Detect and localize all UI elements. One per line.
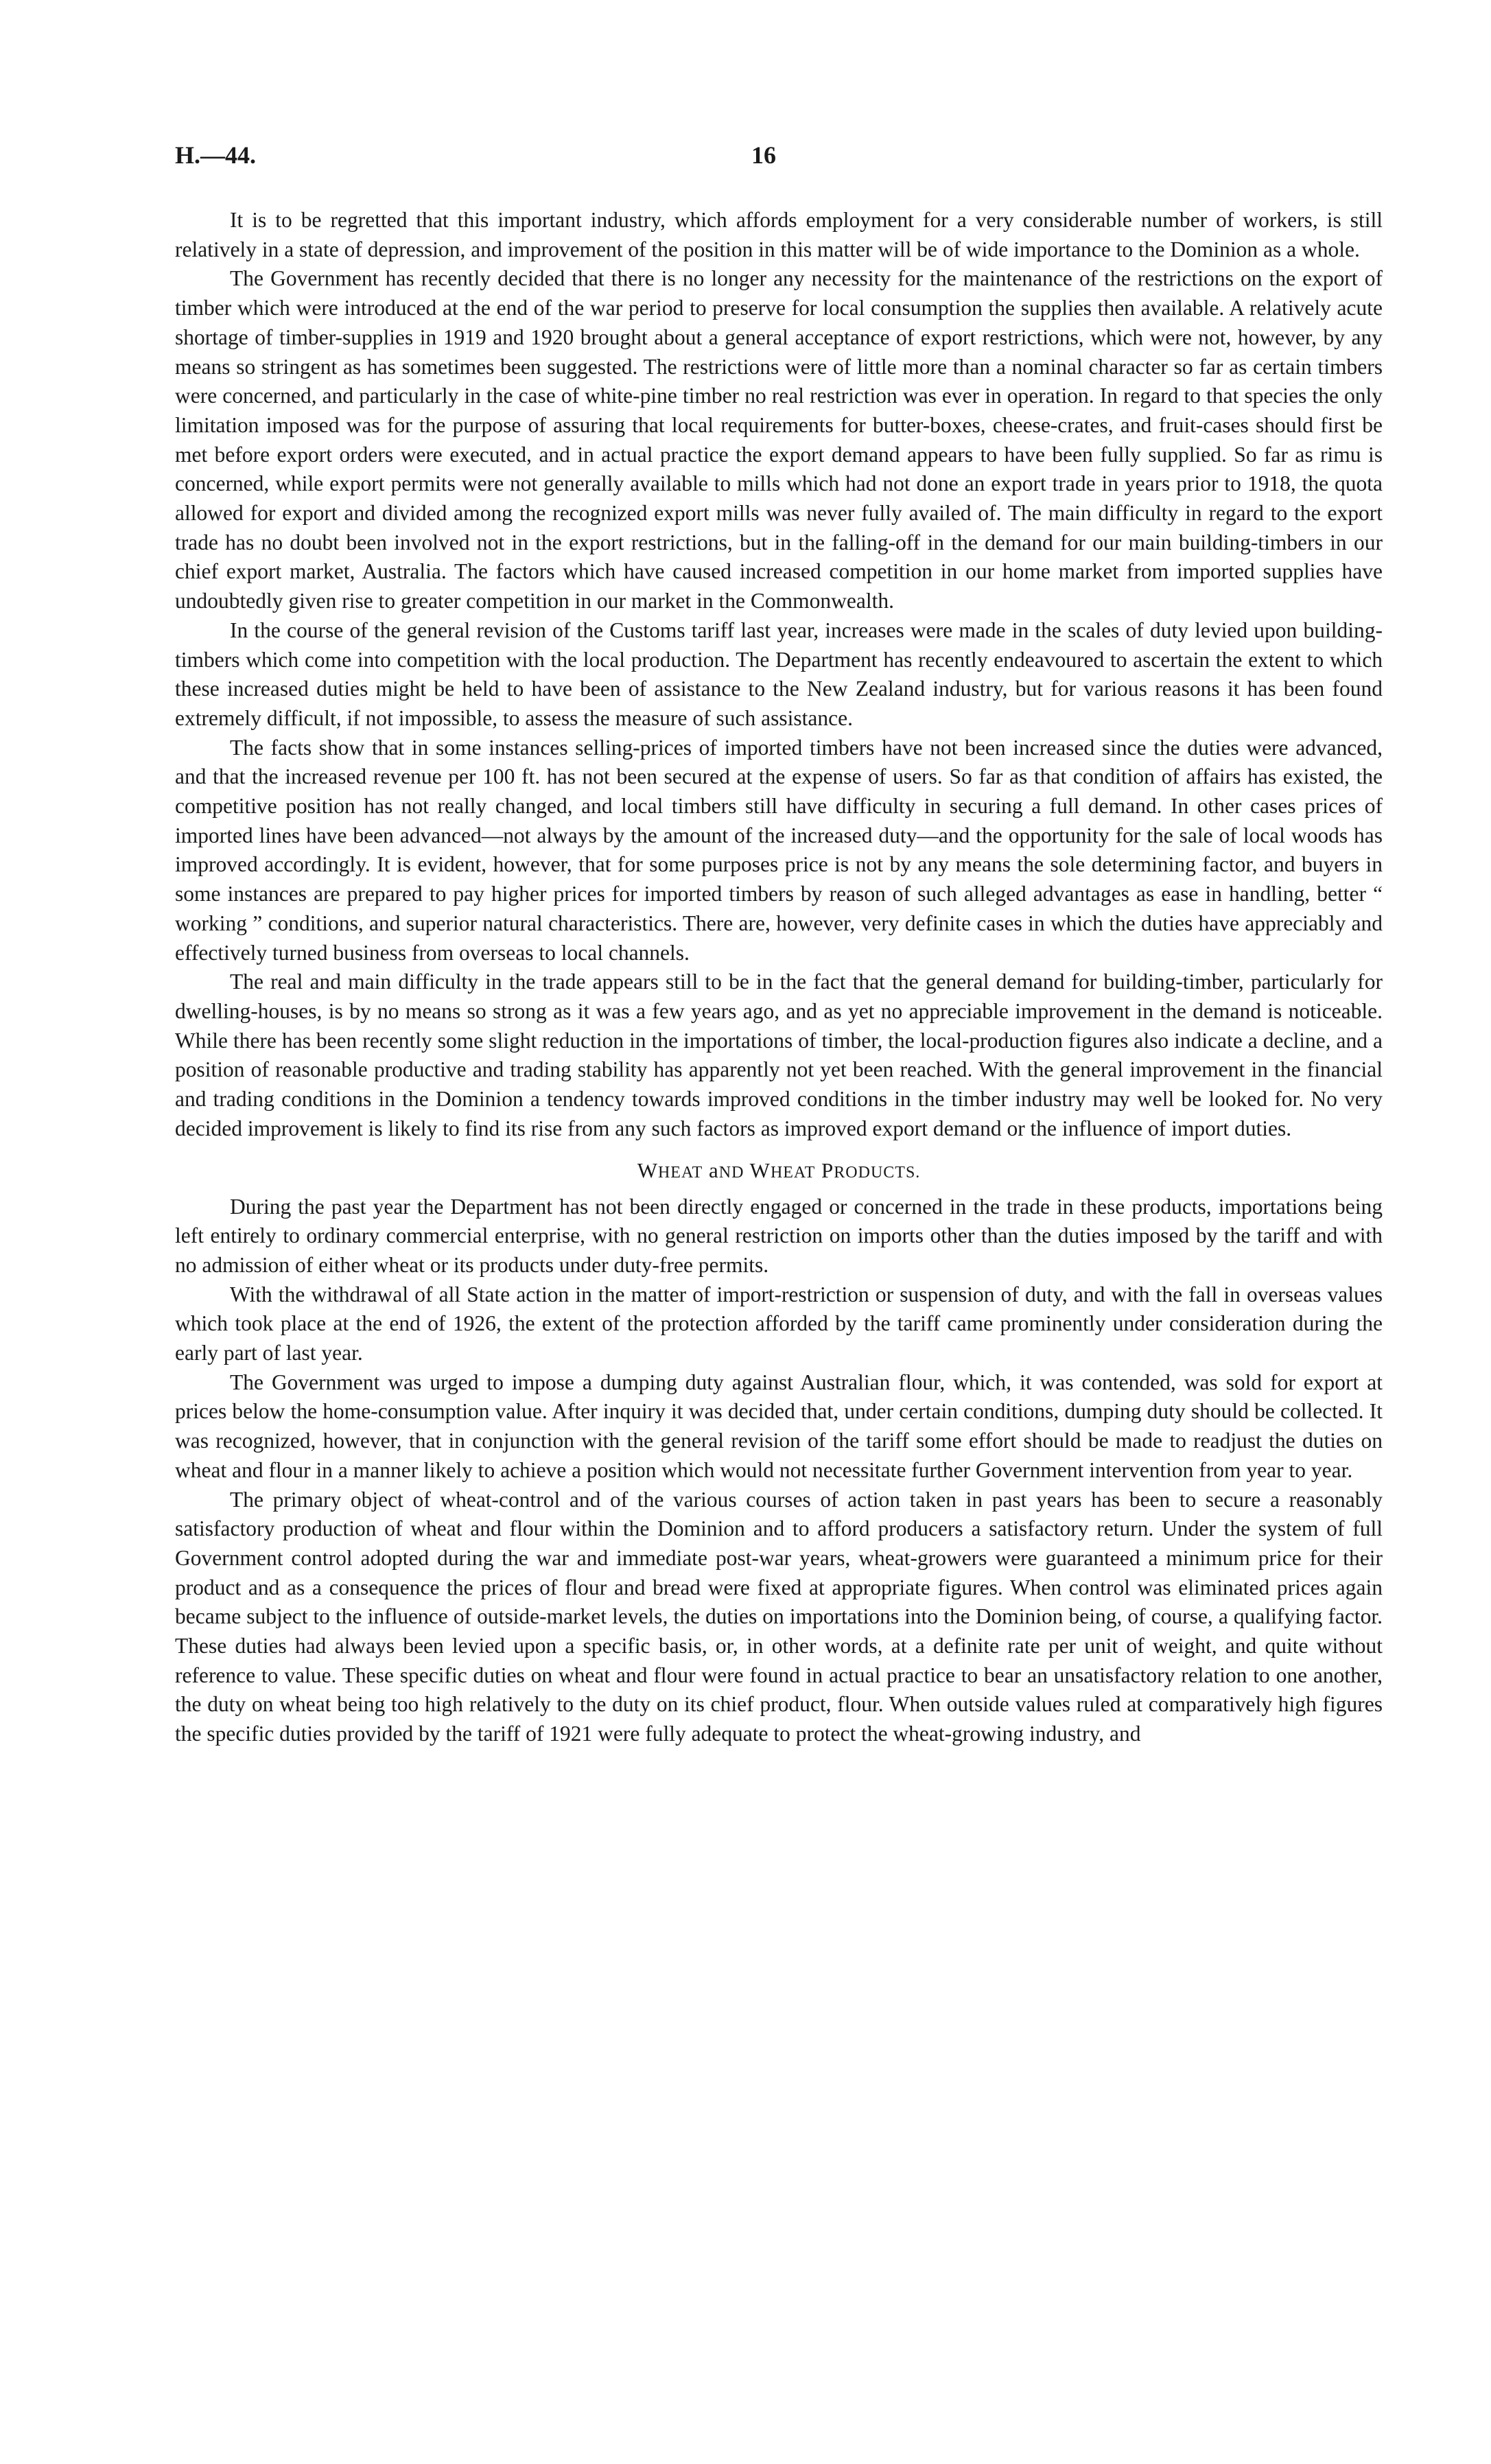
paragraph: The real and main difficulty in the trade appears still to be in the fact that the general demand for building-timber, particularly for dwelling-houses, is by no means so strong as it was a few years ago, and as yet no appreciable improvement in the demand is noticeable. While there has been recently some slight reduction in the importations of timber, the local-production figures also indicate a decline, and a position of reasonable productive and trading stability has apparently not yet been reached. With the general improvement in the financial and trading conditions in the Dominion a tendency towards improved conditions in the timber industry may well be looked for. No very decided improvement is likely to find its rise from any such factors as improved export demand or the influence of import duties. bbox=[175, 970, 1383, 1140]
paragraph: With the withdrawal of all State action in the matter of import-restriction or suspension of duty, and with the fall in overseas values which took place at the end of 1926, the extent of the protection afforded by the tariff came prominently under consideration during the early part of last year. bbox=[175, 1282, 1383, 1365]
paragraph: In the course of the general revision of the Customs tariff last year, increases were made in the scales of duty levied upon building-timbers which come into competition with the local production. The Department has recently endeavoured to ascertain the extent to which these increased duties might be held to have been of assistance to the New Zealand industry, but for various reasons it has been found extremely difficult, if not impossible, to assess the measure of such assistance. bbox=[175, 618, 1383, 730]
paragraph: It is to be regretted that this important industry, which affords employment for a very considerable number of workers, is still relatively in a state of depression, and improvement of the position in this matter will be of wide importance to the Dominion as a whole. bbox=[175, 208, 1383, 261]
report-reference: H.—44. bbox=[175, 141, 257, 169]
section-heading-text: WHEAT aND WHEAT PRODUCTS. bbox=[637, 1158, 921, 1182]
paragraph: During the past year the Department has not been directly engaged or concerned in the trade in these products, importations being left entirely to ordinary commercial enterprise, with no general restriction on imports other than the duties imposed by the tariff and with no admission of either wheat or its products under duty-free permits. bbox=[175, 1194, 1383, 1277]
page-header bbox=[175, 141, 1383, 182]
paragraph: The Government was urged to impose a dumping duty against Australian flour, which, it was contended, was sold for export at prices below the home-consumption value. After inquiry it was decided that, under certain conditions, dumping duty should be collected. It was recognized, however, that in conjunction with the general revision of the tariff some effort should be made to readjust the duties on wheat and flour in a manner likely to achieve a position which would not necessitate further Government intervention from year to year. bbox=[175, 1370, 1383, 1482]
paragraph: The primary object of wheat-control and of the various courses of action taken in past years has been to secure a reasonably satisfactory production of wheat and flour within the Dominion and to afford producers a satisfactory return. Under the system of full Government control adopted during the war and immediate post-war years, wheat-growers were guaranteed a minimum price for their product and as a consequence the prices of flour and bread were fixed at appropriate figures. When control was eliminated prices again became subject to the influence of outside-market levels, the duties on importations into the Dominion being, of course, a qualifying factor. These duties had always been levied upon a specific basis, or, in other words, at a definite rate per unit of weight, and quite without reference to value. These specific duties on wheat and flour were found in actual practice to bear an unsatisfactory relation to one another, the duty on wheat being too high relatively to the duty on its chief product, flour. When outside values ruled at comparatively high figures the specific duties provided by the tariff of 1921 were fully adequate to protect the wheat-growing industry, and bbox=[175, 1487, 1383, 1746]
paragraph: The Government has recently decided that there is no longer any necessity for the maintenance of the restrictions on the export of timber which were introduced at the end of the war period to preserve for local consumption the supplies then available. A relatively acute shortage of timber-supplies in 1919 and 1920 brought about a general acceptance of export restrictions, which were not, however, by any means so stringent as has sometimes been suggested. The restrictions were of little more than a nominal character so far as certain timbers were concerned, and particularly in the case of white-pine timber no real restriction was ever in operation. In regard to that species the only limitation imposed was for the purpose of assuring that local requirements for butter-boxes, cheese-crates, and fruit-cases should first be met before export orders were executed, and in actual practice the export demand appears to have been fully supplied. So far as rimu is concerned, while export permits were not generally available to mills which had not done an export trade in years prior to 1918, the quota allowed for export and divided among the recognized export mills was never fully availed of. The main difficulty in regard to the export trade has no doubt been involved not in the export restrictions, but in the falling-off in the demand for our main building-timbers in our chief export market, Australia. The factors which have caused increased competition in our home market from imported supplies have undoubtedly given rise to greater competition in our market in the Commonwealth. bbox=[175, 266, 1383, 613]
paragraph: The facts show that in some instances selling-prices of imported timbers have not been increased since the duties were advanced, and that the increased revenue per 100 ft. has not been secured at the expense of users. So far as that condition of affairs has existed, the competitive position has not really changed, and local timbers still have difficulty in securing a full demand. In other cases prices of imported lines have been advanced—not always by the amount of the increased duty—and the opportunity for the sale of local woods has improved accordingly. It is evident, however, that for some purposes price is not by any means the sole determining factor, and buyers in some instances are prepared to pay higher prices for imported timbers by reason of such alleged advantages as ease in handling, better “ working ” conditions, and superior natural characteristics. There are, however, very definite cases in which the duties have appreciably and effectively turned business from overseas to local channels. bbox=[175, 735, 1383, 965]
document-body bbox=[175, 206, 1383, 1749]
section-heading bbox=[175, 1156, 1383, 1187]
page-number: 16 bbox=[751, 141, 776, 169]
